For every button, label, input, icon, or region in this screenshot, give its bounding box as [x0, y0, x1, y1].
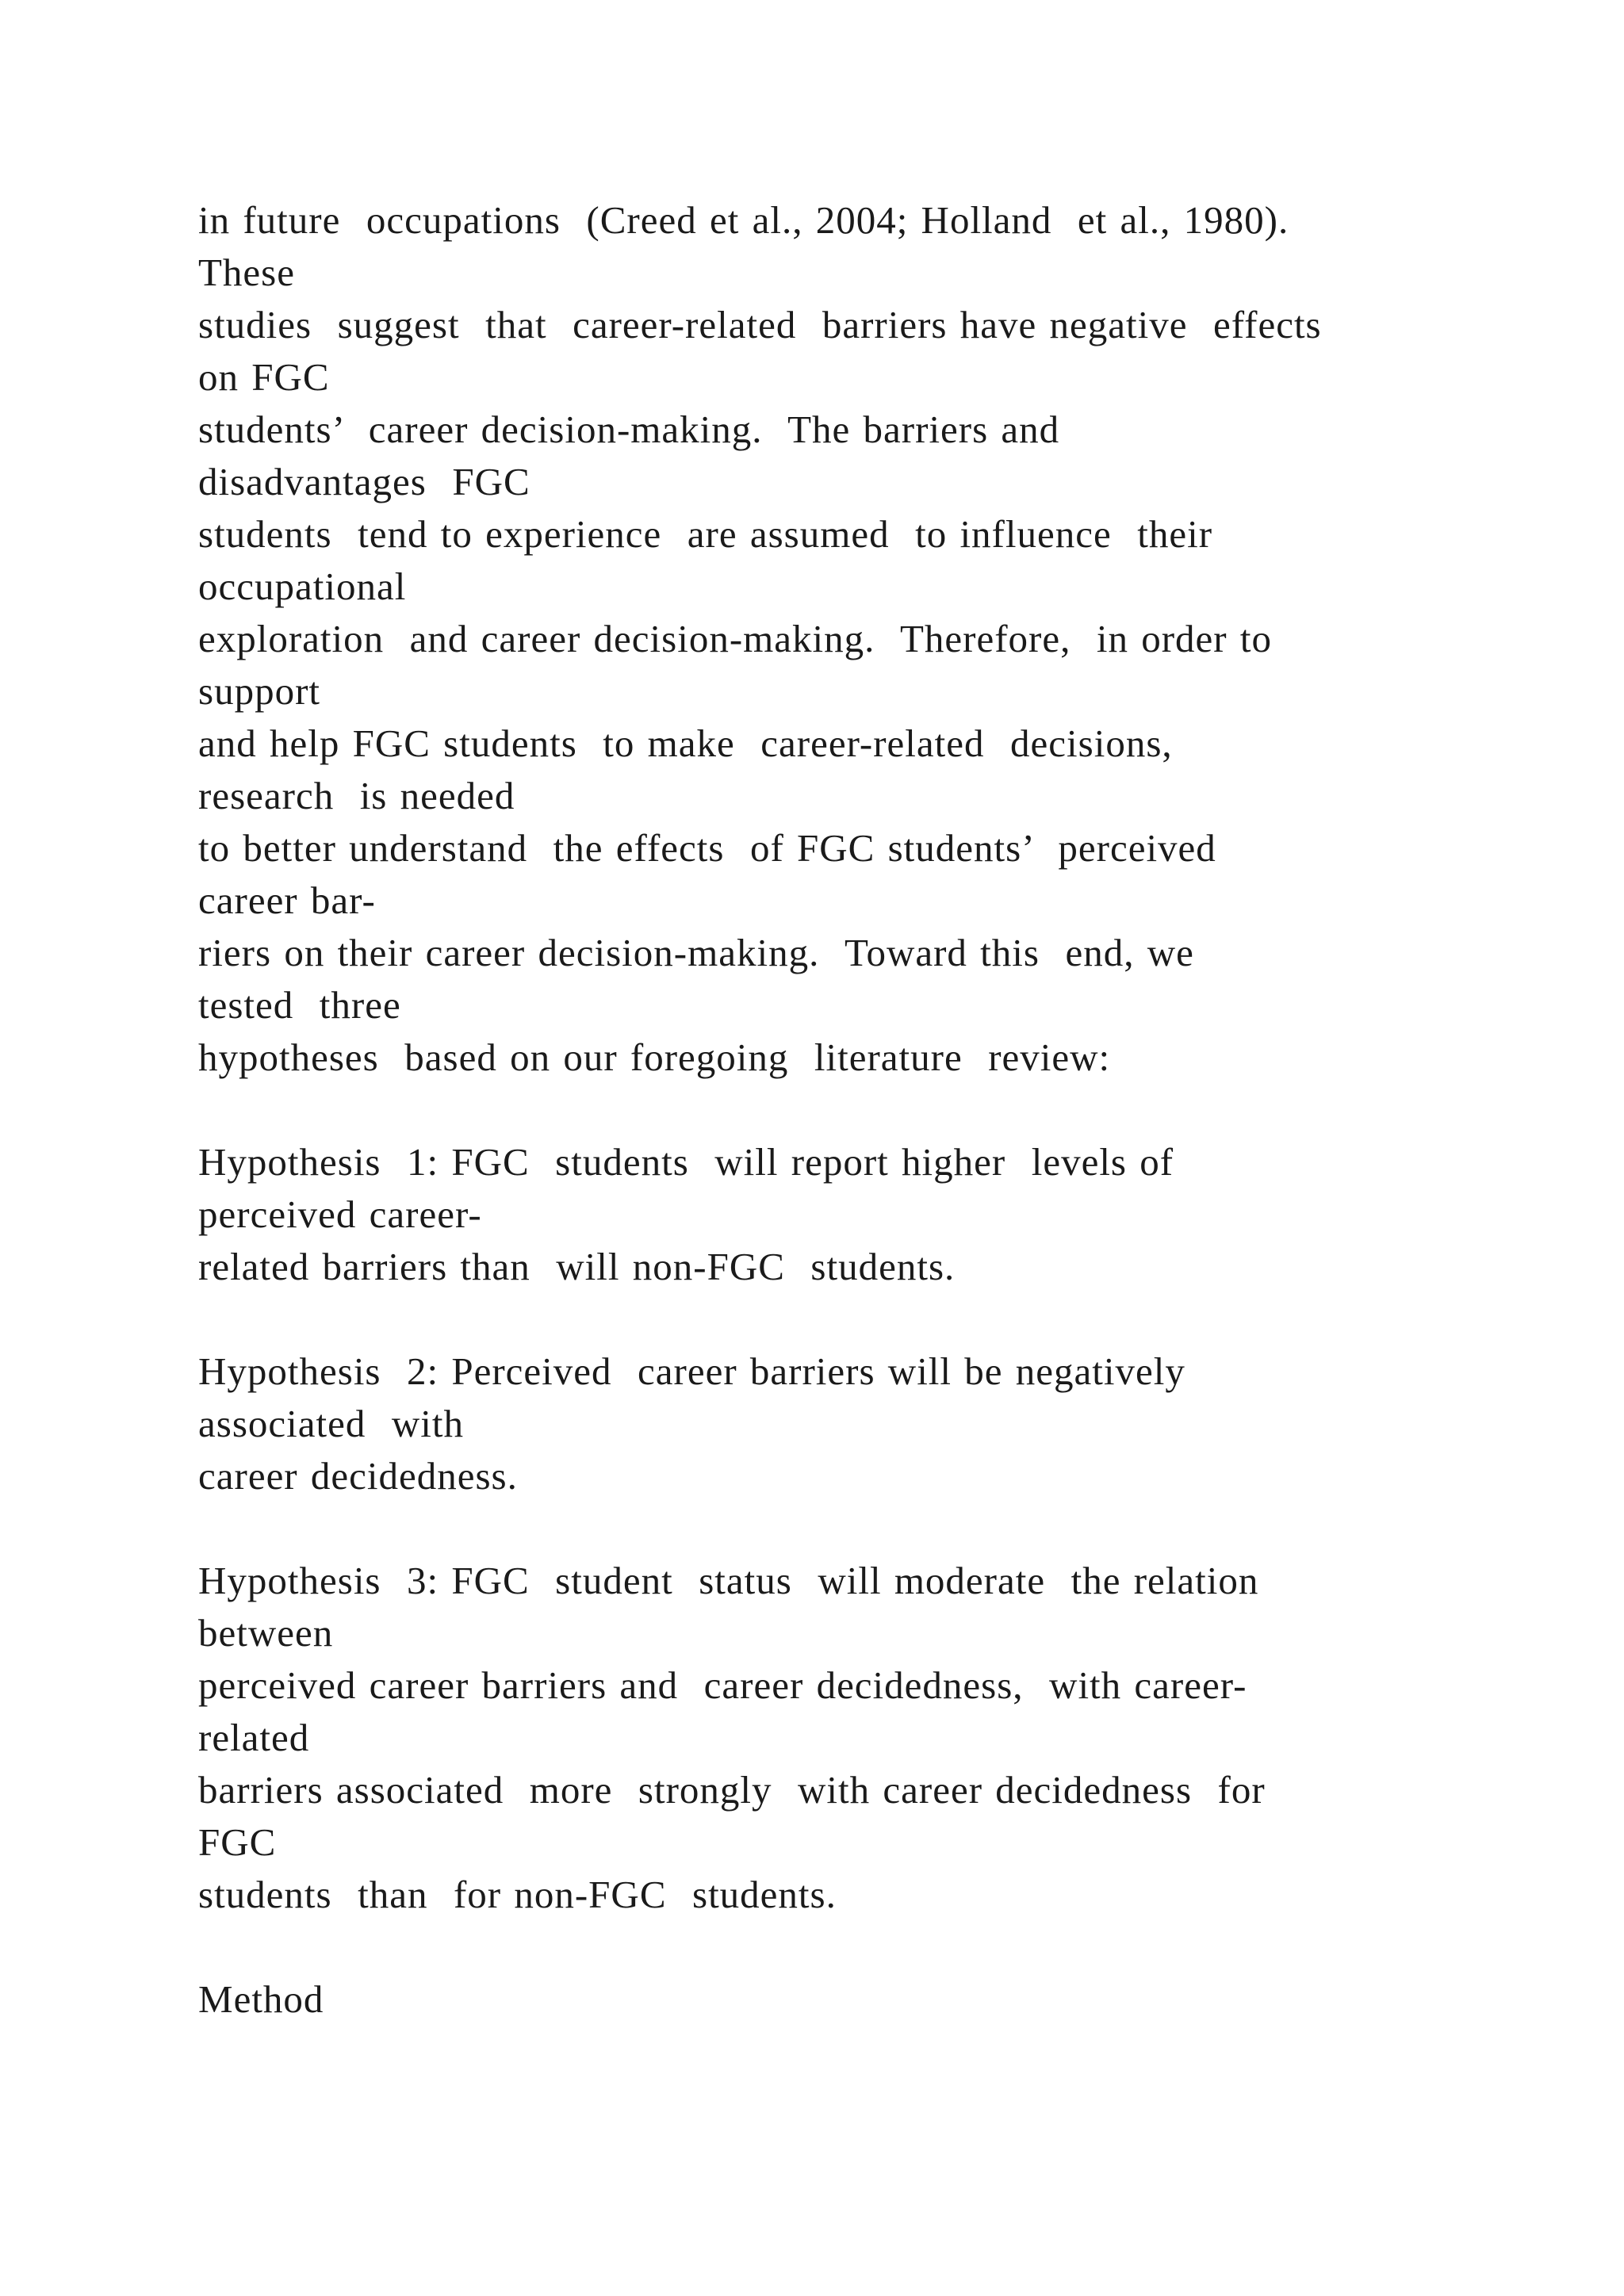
hypothesis-2-line: associated with — [198, 1402, 464, 1445]
text-line: to better understand the effects of FGC students’ perceived — [198, 826, 1216, 870]
blank-line — [198, 1084, 1594, 1136]
hypothesis-3-line: FGC — [198, 1820, 277, 1864]
hypothesis-2-line: Hypothesis 2: Perceived career barriers will be negatively — [198, 1349, 1185, 1393]
hypothesis-3-line: Hypothesis 3: FGC student status will moderate the relation — [198, 1559, 1259, 1602]
hypothesis-1-line: perceived career- — [198, 1192, 482, 1236]
text-line: support — [198, 669, 320, 713]
text-line: These — [198, 251, 295, 294]
hypothesis-1-line: related barriers than will non-FGC students. — [198, 1245, 956, 1288]
text-line: research is needed — [198, 774, 515, 817]
section-heading-method: Method — [198, 1977, 324, 2021]
hypothesis-1-line: Hypothesis 1: FGC students will report higher levels of — [198, 1140, 1174, 1184]
document-text — [198, 194, 1594, 2026]
hypothesis-3-line: between — [198, 1611, 334, 1655]
text-line: occupational — [198, 564, 407, 608]
hypothesis-3-line: perceived career barriers and career decidedness, with career- — [198, 1663, 1247, 1707]
text-line: exploration and career decision-making. Therefore, in order to — [198, 617, 1272, 660]
text-line: career bar- — [198, 878, 376, 922]
text-line: tested three — [198, 983, 401, 1027]
text-line: and help FGC students to make career-related decisions, — [198, 721, 1173, 765]
hypothesis-3-line: students than for non-FGC students. — [198, 1873, 837, 1916]
text-line: students tend to experience are assumed to influence their — [198, 512, 1213, 556]
text-line: on FGC — [198, 355, 330, 399]
text-line: hypotheses based on our foregoing literature review: — [198, 1035, 1111, 1079]
blank-line — [198, 1921, 1594, 1973]
text-line: riers on their career decision-making. Toward this end, we — [198, 931, 1194, 974]
text-line: disadvantages FGC — [198, 460, 530, 503]
text-line: students’ career decision-making. The barriers and — [198, 408, 1060, 451]
hypothesis-3-line: barriers associated more strongly with career decidedness for — [198, 1768, 1266, 1812]
text-line: studies suggest that career-related barriers have negative effects — [198, 303, 1322, 346]
hypothesis-3-line: related — [198, 1716, 310, 1759]
blank-line — [198, 1293, 1594, 1345]
blank-line — [198, 1502, 1594, 1555]
hypothesis-2-line: career decidedness. — [198, 1454, 518, 1498]
text-line: in future occupations (Creed et al., 2004; Holland et al., 1980). — [198, 198, 1289, 242]
